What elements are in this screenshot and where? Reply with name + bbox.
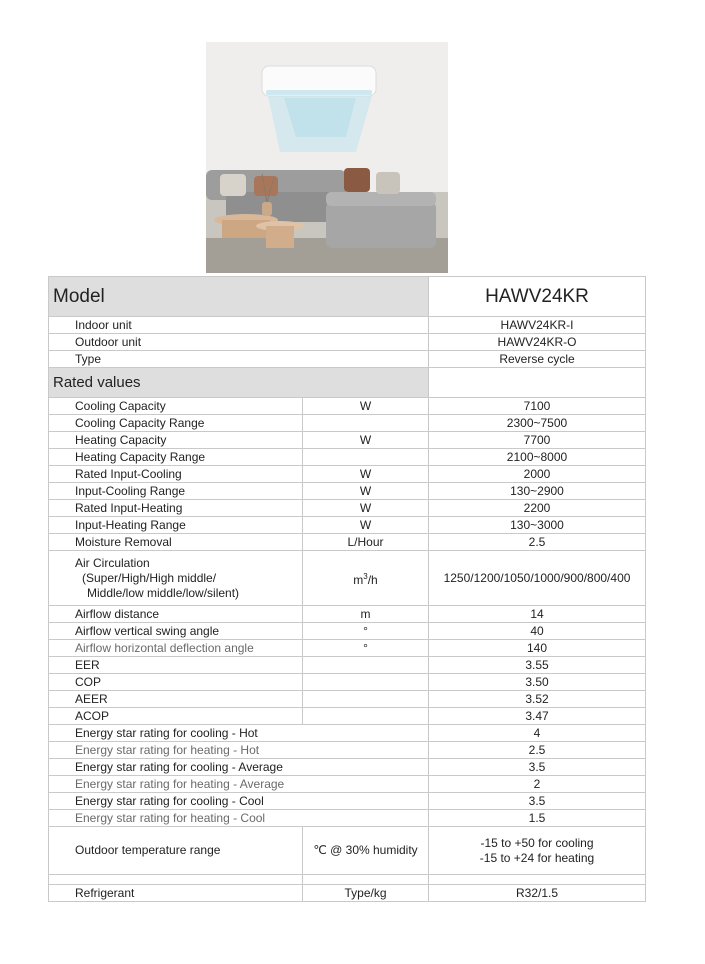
air-circulation-modes-2: Middle/low middle/low/silent) [87,585,240,600]
air-circulation-row [49,551,646,606]
table-row [49,776,646,793]
table-row [49,351,646,368]
row-unit [303,415,429,432]
row-value: 3.52 [429,691,646,708]
table-row [49,534,646,551]
table-row [49,466,646,483]
outdoor-temp-value [429,827,646,875]
row-label: COP [49,674,303,691]
row-value: 2300~7500 [429,415,646,432]
row-value: 14 [429,606,646,623]
table-row [49,334,646,351]
row-value: 1.5 [429,810,646,827]
row-label: Input-Heating Range [49,517,303,534]
row-label: Type [49,351,429,368]
table-row [49,742,646,759]
table-row [49,623,646,640]
outdoor-temp-cooling: -15 to +50 for cooling [480,835,594,850]
table-row [49,793,646,810]
row-label: Airflow vertical swing angle [49,623,303,640]
row-label: ACOP [49,708,303,725]
model-label: Model [49,277,429,317]
model-value: HAWV24KR [429,277,646,317]
row-label: Energy star rating for heating - Hot [49,742,429,759]
row-label: Energy star rating for cooling - Cool [49,793,429,810]
unit-base: m [353,572,364,587]
section-empty [429,368,646,398]
row-label: Energy star rating for heating - Average [49,776,429,793]
row-value: 2 [429,776,646,793]
row-label: Rated Input-Cooling [49,466,303,483]
table-row [49,398,646,415]
air-circulation-label [49,551,303,606]
table-row [49,500,646,517]
row-value: 7100 [429,398,646,415]
table-row [49,483,646,500]
row-label: AEER [49,691,303,708]
row-unit: W [303,517,429,534]
row-label: Airflow distance [49,606,303,623]
unit-superscript: 3 [363,571,368,581]
section-row [49,368,646,398]
row-label: EER [49,657,303,674]
table-row [49,415,646,432]
row-unit: L/Hour [303,534,429,551]
room-illustration [206,42,448,273]
table-row [49,317,646,334]
row-value: HAWV24KR-I [429,317,646,334]
outdoor-temp-label: Outdoor temperature range [49,827,303,875]
row-label: Energy star rating for cooling - Average [49,759,429,776]
row-value: 2200 [429,500,646,517]
row-unit: W [303,432,429,449]
outdoor-temp-row [49,827,646,875]
row-label: Energy star rating for cooling - Hot [49,725,429,742]
row-value: 2100~8000 [429,449,646,466]
row-label: Cooling Capacity [49,398,303,415]
table-row [49,606,646,623]
table-row [49,657,646,674]
air-circulation-modes-1: (Super/High/High middle/ [82,570,217,585]
table-row [49,725,646,742]
spacer-cell [303,875,429,885]
table-row [49,449,646,466]
row-unit [303,708,429,725]
row-label: Indoor unit [49,317,429,334]
row-label: Heating Capacity [49,432,303,449]
refrigerant-label: Refrigerant [49,885,303,902]
row-value: 130~3000 [429,517,646,534]
row-value: 3.5 [429,759,646,776]
row-label: Energy star rating for heating - Cool [49,810,429,827]
row-unit: W [303,500,429,517]
row-unit: ° [303,623,429,640]
spacer-cell [49,875,303,885]
product-photo [206,42,448,273]
row-unit [303,674,429,691]
row-unit [303,691,429,708]
air-circulation-unit [303,551,429,606]
row-unit [303,657,429,674]
model-row [49,277,646,317]
table-row [49,708,646,725]
row-value: 140 [429,640,646,657]
row-value: 7700 [429,432,646,449]
row-value: 3.47 [429,708,646,725]
spec-table [48,276,646,902]
row-label: Airflow horizontal deflection angle [49,640,303,657]
row-value: 4 [429,725,646,742]
row-unit: W [303,398,429,415]
row-value: 2.5 [429,742,646,759]
row-unit [303,449,429,466]
section-title: Rated values [49,368,429,398]
row-unit: m [303,606,429,623]
outdoor-temp-unit: ℃ @ 30% humidity [303,827,429,875]
refrigerant-value: R32/1.5 [429,885,646,902]
row-value: 40 [429,623,646,640]
row-label: Input-Cooling Range [49,483,303,500]
table-row [49,759,646,776]
table-row [49,432,646,449]
row-value: HAWV24KR-O [429,334,646,351]
row-label: Moisture Removal [49,534,303,551]
spacer-row [49,875,646,885]
row-label: Rated Input-Heating [49,500,303,517]
table-row [49,810,646,827]
row-value: 2.5 [429,534,646,551]
table-row [49,674,646,691]
row-label: Cooling Capacity Range [49,415,303,432]
table-row [49,640,646,657]
row-unit: W [303,483,429,500]
spacer-cell [429,875,646,885]
table-row [49,517,646,534]
outdoor-temp-heating: -15 to +24 for heating [479,850,595,865]
air-circulation-value: 1250/1200/1050/1000/900/800/400 [429,551,646,606]
unit-tail: /h [367,572,378,587]
row-label: Outdoor unit [49,334,429,351]
row-value: 3.5 [429,793,646,810]
air-circulation-title: Air Circulation [75,555,150,570]
row-value: Reverse cycle [429,351,646,368]
row-value: 3.50 [429,674,646,691]
row-unit: ° [303,640,429,657]
row-value: 130~2900 [429,483,646,500]
row-unit: W [303,466,429,483]
table-row [49,691,646,708]
refrigerant-unit: Type/kg [303,885,429,902]
row-value: 2000 [429,466,646,483]
row-label: Heating Capacity Range [49,449,303,466]
refrigerant-row [49,885,646,902]
row-value: 3.55 [429,657,646,674]
